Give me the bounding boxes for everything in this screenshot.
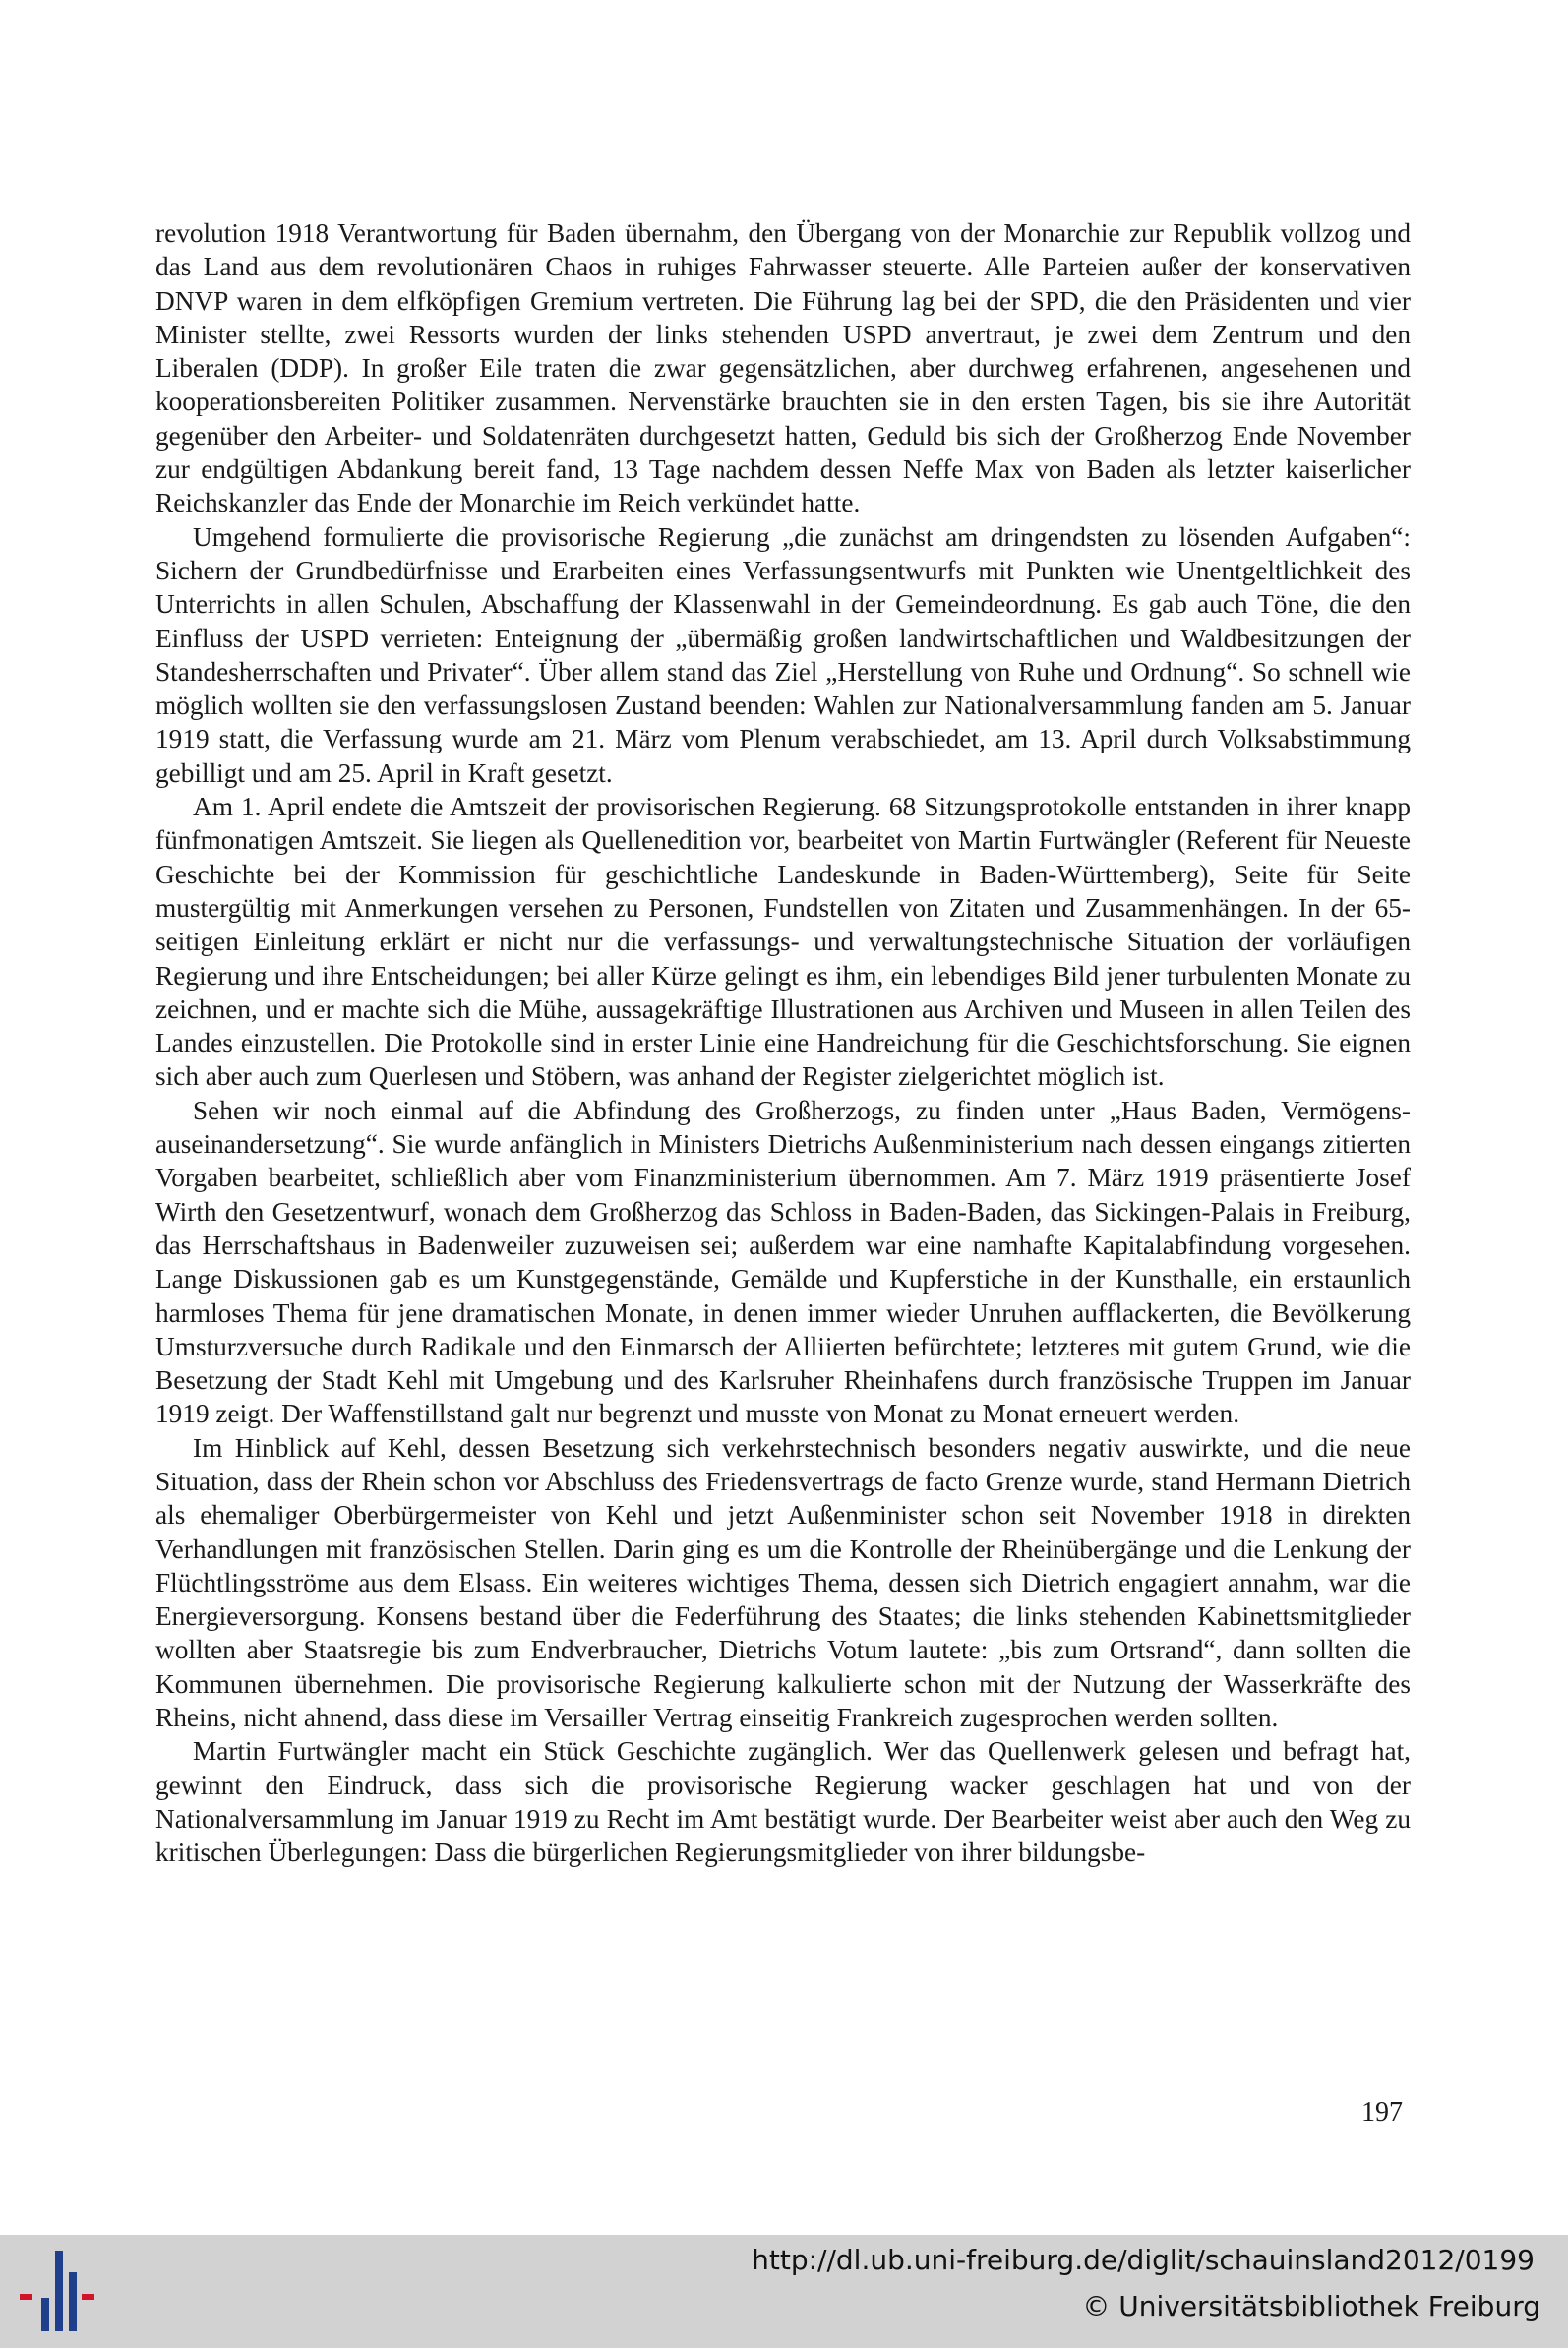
paragraph: revolution 1918 Verantwortung für Baden übernahm, den Übergang von der Monarchie zur Republik vollzog und das Land aus dem revolutionären Chaos in ruhiges Fahrwasser steuerte. Alle Parteien außer der konservativen DNVP waren in dem elfköpfigen Gremium vertreten. Die Führung lag bei der SPD, die den Präsidenten und vier Minister stellte, zwei Ressorts wurden der links stehenden USPD anvertraut, je zwei dem Zentrum und den Liberalen (DDP). In großer Eile traten die zwar gegensätzlichen, aber durchweg erfahrenen, angesehenen und kooperationsbereiten Politiker zusammen. Nervenstärke brauchten sie in den ersten Tagen, bis sie ihre Autorität gegenüber den Arbeiter- und Soldatenräten durchgesetzt hatten, Geduld bis sich der Großherzog Ende November zur endgültigen Abdankung bereit fand, 13 Tage nachdem dessen Neffe Max von Baden als letzter kaiserlicher Reichskanzler das Ende der Monarchie im Reich verkündet hatte. [155, 218, 1411, 518]
source-url-link[interactable]: http://dl.ub.uni-freiburg.de/diglit/schauinsland2012/0199 [752, 2244, 1535, 2276]
paragraph: Im Hinblick auf Kehl, dessen Besetzung sich verkehrstechnisch besonders negativ auswirkte, und die neue Situation, dass der Rhein schon vor Abschluss des Friedensvertrags de facto Grenze wurde, stand Hermann Dietrich als ehemaliger Oberbürgermeister von Kehl und jetzt Außenminister schon seit November 1918 in direkten Verhandlungen mit französischen Stellen. Darin ging es um die Kontrolle der Rheinübergänge und die Lenkung der Flüchtlingsströme aus dem Elsass. Ein weiteres wichtiges Thema, dessen sich Dietrich engagiert annahm, war die Energieversorgung. Konsens bestand über die Federführung des Staates; die links stehenden Kabinettsmitglieder wollten aber Staatsregie bis zum Endverbraucher, Dietrichs Votum lautete: „bis zum Ortsrand“, dann sollten die Kommunen übernehmen. Die provisorische Regierung kalkulierte schon mit der Nutzung der Wasserkräfte des Rheins, nicht ahnend, dass diese im Versailler Vertrag einseitig Frankreich zugesprochen werden sollten. [155, 1432, 1411, 1733]
paragraph: Am 1. April endete die Amtszeit der provisorischen Regierung. 68 Sitzungsprotokolle entstanden in ihrer knapp fünfmonatigen Amtszeit. Sie liegen als Quellenedition vor, bearbeitet von Martin Furtwängler (Referent für Neueste Geschichte bei der Kommission für geschichtliche Landeskunde in Baden-Württemberg), Seite für Seite mustergültig mit Anmerkungen versehen zu Personen, Fundstellen von Zitaten und Zusammenhängen. In der 65-seitigen Einleitung erklärt er nicht nur die verfassungs- und verwaltungstechnische Situation der vorläufigen Regierung und ihre Entscheidungen; bei aller Kürze gelingt es ihm, ein lebendiges Bild jener turbulenten Monate zu zeichnen, und er machte sich die Mühe, aussagekräftige Illustrationen aus Archiven und Museen in allen Teilen des Landes einzustellen. Die Protokolle sind in erster Linie eine Handreichung für die Geschichtsforschung. Sie eignen sich aber auch zum Querlesen und Stöbern, was anhand der Register zielgerichtet möglich ist. [155, 792, 1411, 1092]
body-text [155, 216, 1411, 1870]
paragraph: Sehen wir noch einmal auf die Abfindung des Großherzogs, zu finden unter „Haus Baden, Vermögensauseinandersetzung“. Sie wurde anfänglich in Ministers Dietrichs Außenministerium nach dessen eingangs zitierten Vorgaben bearbeitet, schließlich aber vom Finanzministerium übernommen. Am 7. März 1919 präsentierte Josef Wirth den Gesetzentwurf, wonach dem Großherzog das Schloss in Baden-Baden, das Sickingen-Palais in Freiburg, das Herrschaftshaus in Badenweiler zuzuweisen sei; außerdem war eine namhafte Kapitalabfindung vorgesehen. Lange Diskussionen gab es um Kunstgegenstände, Gemälde und Kupferstiche in der Kunsthalle, ein erstaunlich harmloses Thema für jene dramatischen Monate, in denen immer wieder Unruhen aufflackerten, die Bevölkerung Umsturzversuche durch Radikale und den Einmarsch der Alliierten befürchtete; letzteres mit gutem Grund, wie die Besetzung der Stadt Kehl mit Umgebung und des Karlsruher Rheinhafens durch französische Truppen im Januar 1919 zeigt. Der Waffenstillstand galt nur begrenzt und musste von Monat zu Monat erneuert werden. [155, 1095, 1411, 1429]
paragraph: Umgehend formulierte die provisorische Regierung „die zunächst am dringendsten zu lösenden Aufgaben“: Sichern der Grundbedürfnisse und Erarbeiten eines Verfassungsentwurfs mit Punkten wie Unentgeltlichkeit des Unterrichts in allen Schulen, Abschaffung der Klassenwahl in der Gemeindeordnung. Es gab auch Töne, die den Einfluss der USPD verrieten: Enteignung der „übermäßig großen landwirtschaftlichen und Waldbesitzungen der Standesherrschaften und Privater“. Über allem stand das Ziel „Herstellung von Ruhe und Ordnung“. So schnell wie möglich wollten sie den verfassungslosen Zustand beenden: Wahlen zur Nationalversammlung fanden am 5. Januar 1919 statt, die Verfassung wurde am 21. März vom Plenum verabschiedet, am 13. April durch Volksabstimmung gebilligt und am 25. April in Kraft gesetzt. [155, 521, 1411, 788]
paragraph: Martin Furtwängler macht ein Stück Geschichte zugänglich. Wer das Quellenwerk gelesen und befragt hat, gewinnt den Eindruck, dass sich die provisorische Regierung wacker geschlagen hat und von der Nationalversammlung im Januar 1919 zu Recht im Amt bestätigt wurde. Der Bearbeiter weist aber auch den Weg zu kritischen Überlegungen: Dass die bürgerlichen Regierungsmitglieder von ihrer bildungsbe- [155, 1736, 1411, 1868]
copyright-notice: © Universitätsbibliothek Freiburg [1082, 2290, 1540, 2322]
ub-freiburg-logo-icon [16, 2249, 98, 2333]
page-number: 197 [1361, 2097, 1403, 2128]
